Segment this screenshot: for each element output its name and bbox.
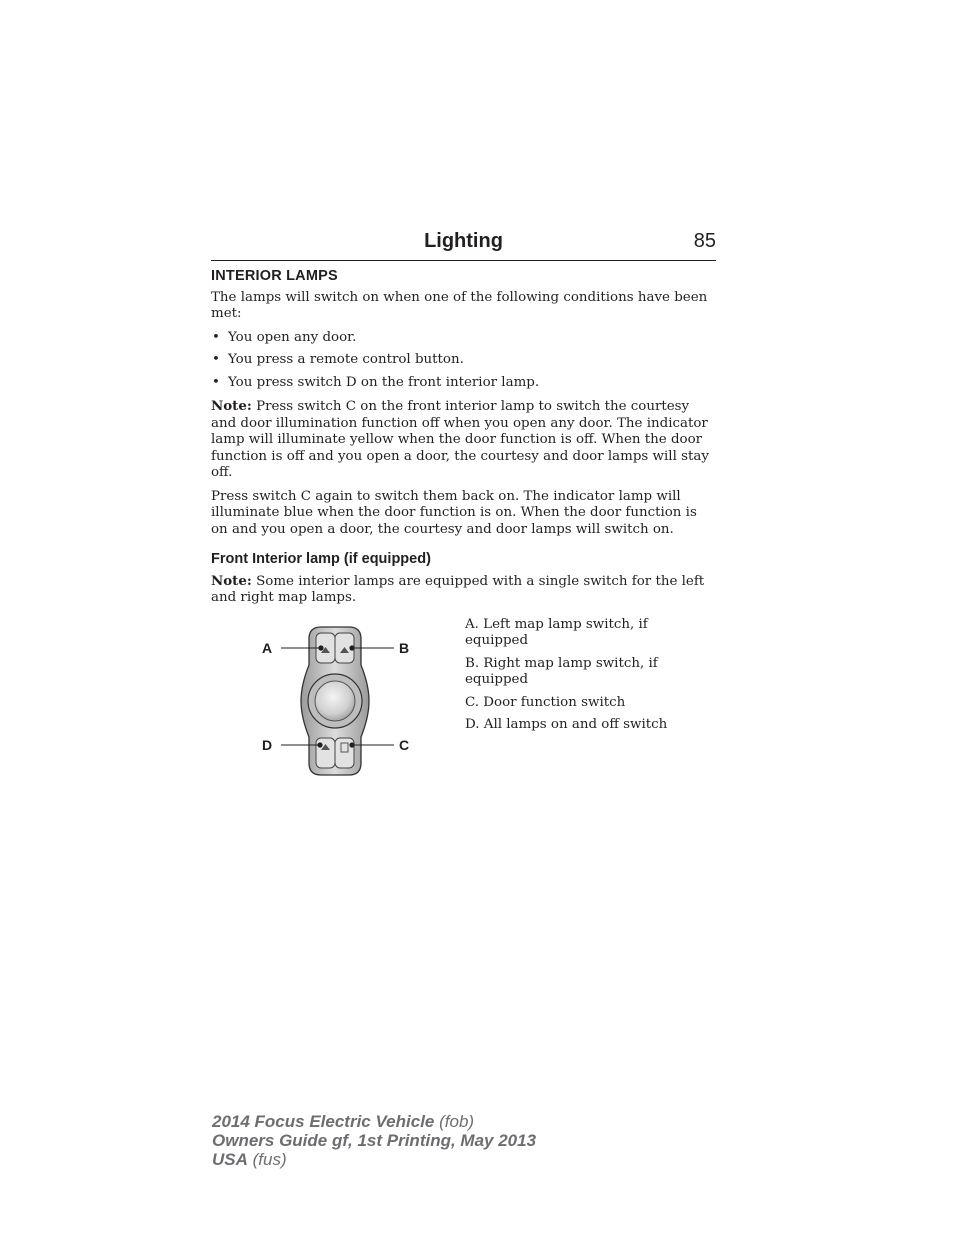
footer-line-3	[212, 1150, 536, 1169]
interior-lamps-heading: INTERIOR LAMPS	[211, 268, 338, 284]
front-interior-lamp-diagram	[261, 625, 421, 780]
label-b: B	[399, 639, 410, 656]
footer-market-code: (fus)	[247, 1150, 287, 1169]
footer-line-2: Owners Guide gf, 1st Printing, May 2013	[212, 1131, 537, 1150]
label-a: A	[262, 639, 273, 656]
front-note-paragraph	[211, 573, 716, 607]
legend-item-d: D. All lamps on and off switch	[465, 717, 668, 732]
list-item: • You press switch D on the front interior lamp.	[211, 375, 716, 392]
page-footer	[212, 1112, 536, 1169]
switch-back-paragraph: Press switch C again to switch them back on. The indicator lamp will illuminate blue when the door function is on. When the door function is on and you open a door, the courtesy and door lamps will switch on.	[211, 488, 697, 537]
legend-item-b: B. Right map lamp switch, if equipped	[465, 655, 658, 687]
label-d: D	[262, 736, 273, 753]
legend-item-c: C. Door function switch	[465, 694, 626, 710]
footer-vehicle: 2014 Focus Electric Vehicle	[212, 1112, 435, 1131]
list-item: • You open any door.	[211, 330, 716, 347]
footer-market: USA	[212, 1150, 248, 1169]
page-header	[211, 228, 716, 261]
switch-d-button	[316, 738, 335, 768]
figure-row	[211, 617, 716, 787]
front-interior-heading: Front Interior lamp (if equipped)	[211, 551, 431, 567]
center-lens-inner	[315, 681, 355, 721]
note-label: Note:	[211, 572, 252, 589]
note-text: Press switch C on the front interior lamp to switch the courtesy and door illumination function off when you open any door. The indicator lamp will illuminate yellow when the door function is off. When the door function is off and you open a door, the courtesy and door lamps will stay off.	[211, 399, 709, 480]
note-text: Some interior lamps are equipped with a single switch for the left and right map lamps.	[211, 573, 705, 605]
footer-vehicle-code: (fob)	[434, 1112, 475, 1131]
intro-paragraph: The lamps will switch on when one of the following conditions have been met:	[211, 289, 708, 321]
list-item: • You press a remote control button.	[211, 352, 716, 369]
note-label: Note:	[211, 398, 252, 414]
note-paragraph	[211, 398, 716, 482]
conditions-list	[211, 330, 716, 392]
label-c: C	[399, 736, 410, 753]
section-title: Lighting	[424, 230, 503, 252]
footer-line-1	[212, 1112, 536, 1131]
page-content	[211, 268, 716, 787]
figure-legend	[465, 617, 705, 740]
page-number: 85	[693, 230, 716, 252]
legend-item-a: A. Left map lamp switch, if equipped	[465, 616, 648, 648]
